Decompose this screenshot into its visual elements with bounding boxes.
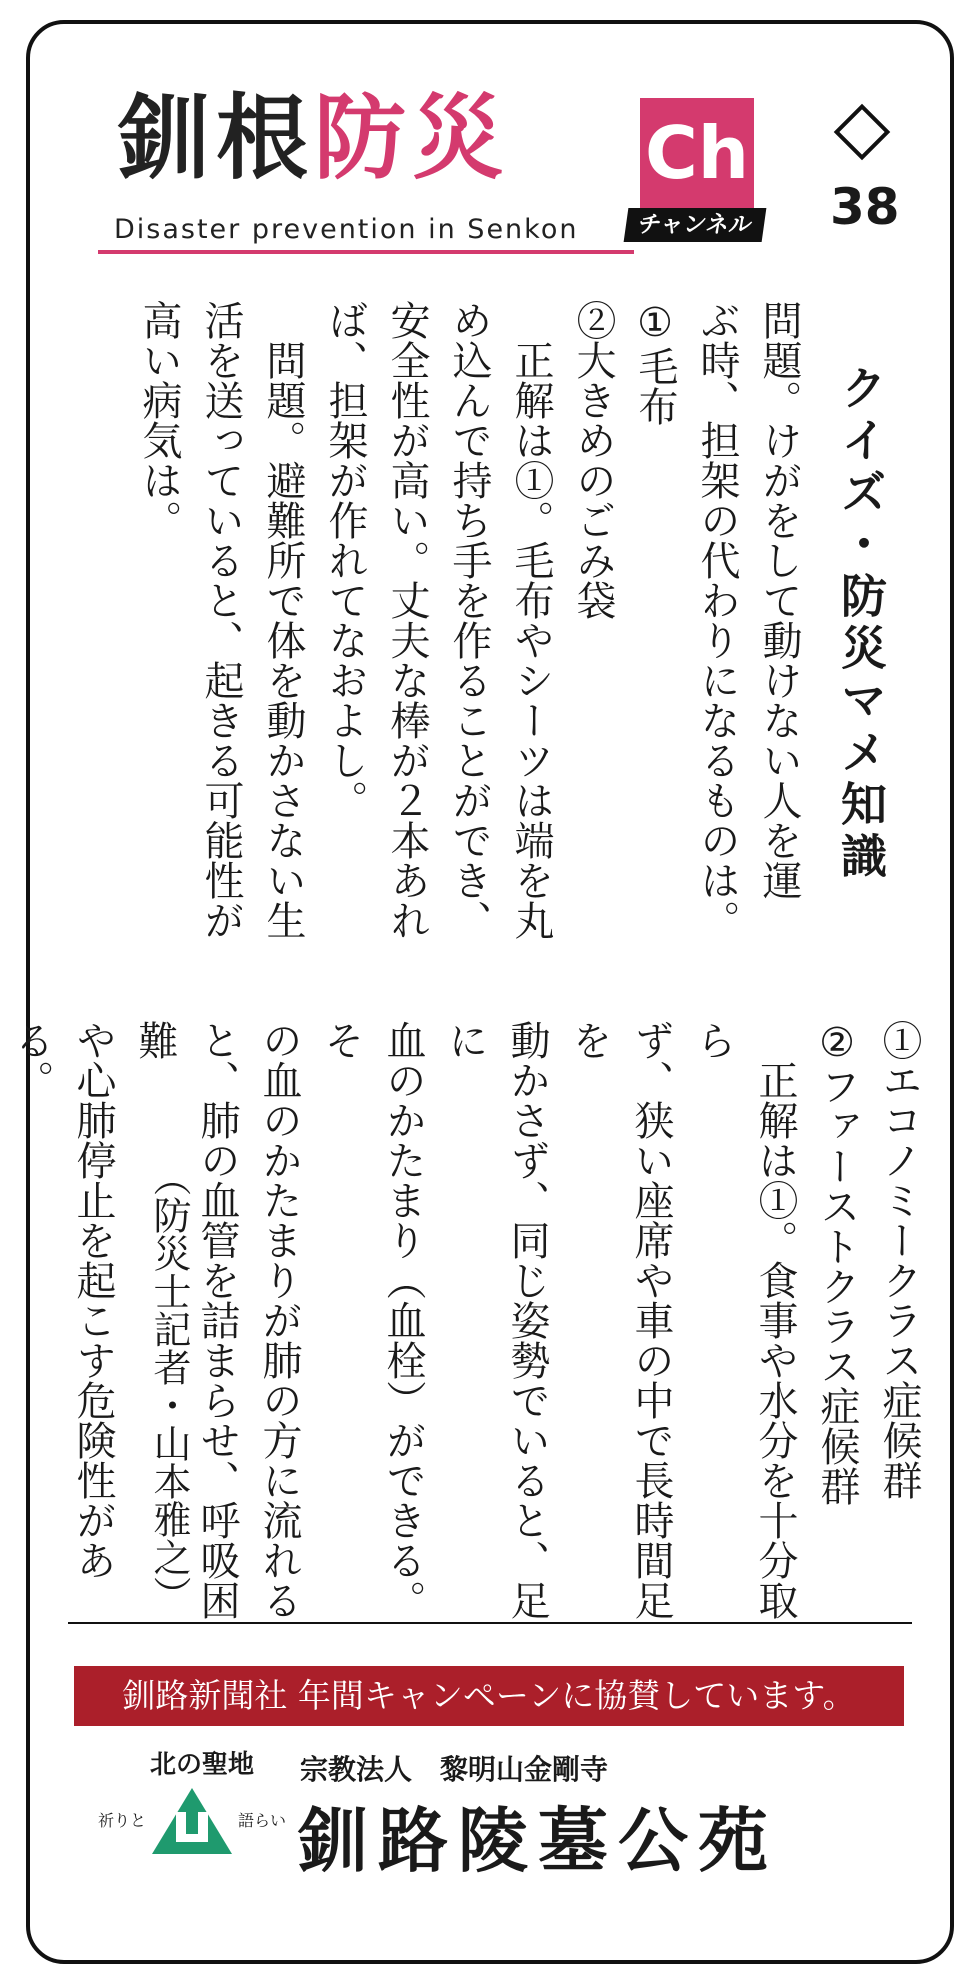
logo-channel-label: チャンネル — [624, 208, 767, 242]
logo-title-part2: 防災 — [314, 84, 511, 192]
article-lower-text: ①エコノミークラス症候群 ②ファーストクラス症候群 正解は①。食事や水分を十分取ら ず、狭い座席や車の中で長時間足を 動かさず、同じ姿勢でいると、足に 血のかたまり（血栓）ができる。そ の血のかたまりが肺の方に流れる と、肺の血管を詰まらせ、呼吸困難 や心肺停止を起こす危険性がある。 — [8, 1020, 922, 1620]
article-title: クイズ・防災マメ知識 — [834, 364, 888, 884]
logo-underline — [98, 250, 634, 254]
cemetery-emblem-icon — [150, 1786, 234, 1856]
issue-number: 38 — [830, 178, 900, 236]
logo-english-subtitle: Disaster prevention in Senkon — [114, 214, 579, 245]
article-lower-column — [8, 1020, 930, 1630]
emblem-caption-left: 祈りと — [98, 1811, 147, 1830]
article-byline: （防災士記者・山本雅之） — [147, 1158, 191, 1614]
logo-title — [118, 84, 511, 192]
article-upper-column — [70, 300, 810, 940]
sponsor-temple-name: 宗教法人 黎明山金剛寺 — [300, 1753, 609, 1786]
logo-title-part1: 釧根 — [118, 84, 315, 192]
article-upper-text: 問題。けがをして動けない人を運 ぶ時、担架の代わりになるものは。 ①毛布 ②大きめのごみ袋 正解は①。毛布やシーツは端を丸 め込んで持ち手を作ることができ、 安全性が高い。丈夫な棒が２本あれ ば、担架が作れてなおよし。 問題。避難所で体を動かさない生 活を送っていると、起きる可能性が 高い病気は。 — [136, 300, 802, 940]
logo-ch-badge: Ch — [640, 98, 754, 208]
emblem-caption-top: 北の聖地 — [150, 1750, 255, 1780]
emblem-caption-right: 語らい — [238, 1811, 287, 1830]
sponsor-banner: 釧路新聞社 年間キャンペーンに協賛しています。 — [74, 1666, 904, 1726]
section-divider — [68, 1622, 912, 1624]
sponsor-name: 釧路陵墓公苑 — [298, 1799, 778, 1882]
